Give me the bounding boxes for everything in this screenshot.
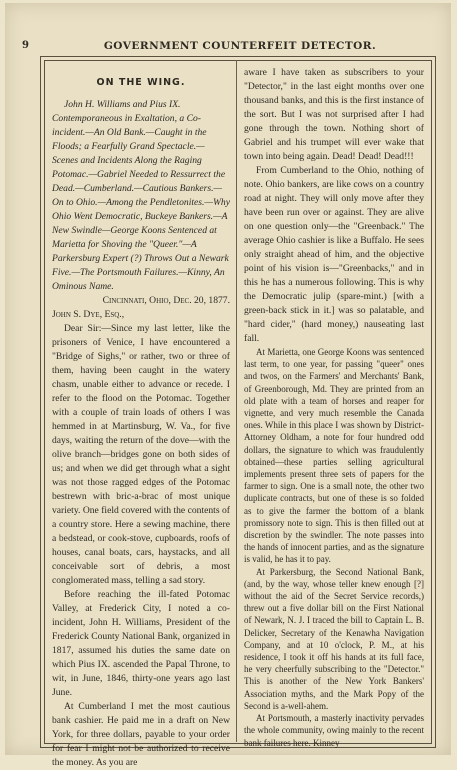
article-summary: John H. Williams and Pius IX. Contemporaneous in Exaltation, a Co-incident.—An Old Bank.—Caught in the Floods; a Fearfully Grand Spectacle.—Scenes and Incidents Along the Raging Potomac.—Gabriel Needed to Ressurrect the Dead.—Cumberland.—Cautious Bankers.—On to Ohio.—Among the Pendletonites.—Why Ohio Went Democratic, Buckeye Bankers.—A New Swindle—George Koons Sentenced at Marietta for Shoving the "Queer."—A Parkersburg Expert (?) Throws Out a Newark Five.—The Portsmouth Failures.—Kinny, An Ominous Name. bbox=[52, 99, 230, 292]
right-column bbox=[244, 66, 424, 748]
left-column bbox=[52, 66, 230, 768]
addressee-name: John S. Dye, Esq., bbox=[52, 309, 125, 320]
paragraph: At Parkersburg, the Second National Bank, (and, by the way, whose teller knew enough [?] without the aid of the Secret Service records,) threw out a five dollar bill on the First National of Newark, N. J. I traced the bill to Captain L. B. Delicker, Secretary of the Kenawha Navigation Company, and at 10 o'clock, P. M., at his residence, I took it off his hands at its full face, he very cheerfully subscribing to the "Detector." This is another of the New York Bankers' Association myths, and the Mark Popy of the Second is a-well-ahem. bbox=[244, 566, 424, 711]
addressee bbox=[52, 308, 230, 322]
paragraph: At Portsmouth, a masterly inactivity pervades the whole community, owing mainly to the recent bank failures here. Kinney bbox=[244, 713, 424, 748]
column-divider bbox=[236, 60, 237, 742]
paragraph: From Cumberland to the Ohio, nothing of note. Ohio bankers, are like cows on a country road at night. They will only move after they have been run over or against. They are alive on one question only—the "Greenback." The average Ohio cashier is like a Buffalo. He sees only straight ahead of him, and the objective point of his vision is—"Greenbacks," and in this he has a numerous following. This is why the Democratic julip (spare-mint.) [with a green-back stick in it.] was so palatable, and "hard cider," (hard money,) nauseating last fall. bbox=[244, 165, 424, 344]
dateline: Cincinnati, Ohio, Dec. 20, 1877. bbox=[102, 295, 230, 306]
paragraph-continued: aware I have taken as subscribers to your "Detector," in the last eight months over one thousand banks, and this is the first instance of the sort. But I was not surprised after I had gone through the town. Nothing short of Gabriel and his trumpet will ever wake that town into being again. Dead! Dead! Dead!!! bbox=[244, 67, 424, 162]
page-number: 9 bbox=[22, 40, 29, 51]
article-heading: ON THE WING. bbox=[96, 77, 186, 88]
paragraph: Before reaching the ill-fated Potomac Valley, at Frederick City, I noted a co-incident, John H. Williams, President of the Frederick County National Bank, organized in 1817, assumed his duties the same date on which Pius IX. ascended the Papal Throne, to wit, in June, 1846, thirty-one years ago last June. bbox=[52, 589, 230, 698]
paragraph: At Marietta, one George Koons was sentenced last term, to one year, for passing "queer" ones and twos, on the Farmers' and Merchants' Bank, of Greenborough, Md. They are printed from an old plate with a team of horses and reaper for vignette, and very much resemble the Canada ones. While in this place I was shown by District-Attorney Oldham, a note for four hundred odd dollars, the signature to which was fraudulently obtained—these parties selling agricultural implements present three sets of papers for the farmer to sign. One is a small note, the other two duplicate contracts, but one of these is so folded as to give the farmer the bottom of a blank promissory note to sign. This is then filled out at discretion by the swindler. The note passes into the hands of innocent parties, and as the signature is valid, he has it to pay. bbox=[244, 347, 424, 565]
running-title: GOVERNMENT COUNTERFEIT DETECTOR. bbox=[103, 40, 377, 52]
paragraph: At Cumberland I met the most cautious bank cashier. He paid me in a draft on New York, for three dollars, payable to your order for fear I might not be authorized to receive the money. As you are bbox=[52, 701, 230, 768]
paragraph: Dear Sir:—Since my last letter, like the prisoners of Venice, I have encountered a "Bridge of Sighs," or rather, two or three of them, having been caught in the watery chasm, unable either to advance or recede. I refer to the flood on the Potomac. Together with a couple of train loads of others I was hemmed in at Martinsburg, W. Va., for five days, waiting the return of the dove—with the olive branch—bridges gone on both sides of us; and when we did get through what a sight was not those ragged edges of the Potomac bestrewn with bric-a-brac of most unique variety. One field covered with the contents of a country store. Here a sewing machine, there a bedstead, or cook-stove, cupboards, roofs of houses, canal boats, cars, haystacks, and all conceivable sort of debris, a most conglomerated mass, telling a sad story. bbox=[52, 323, 230, 586]
